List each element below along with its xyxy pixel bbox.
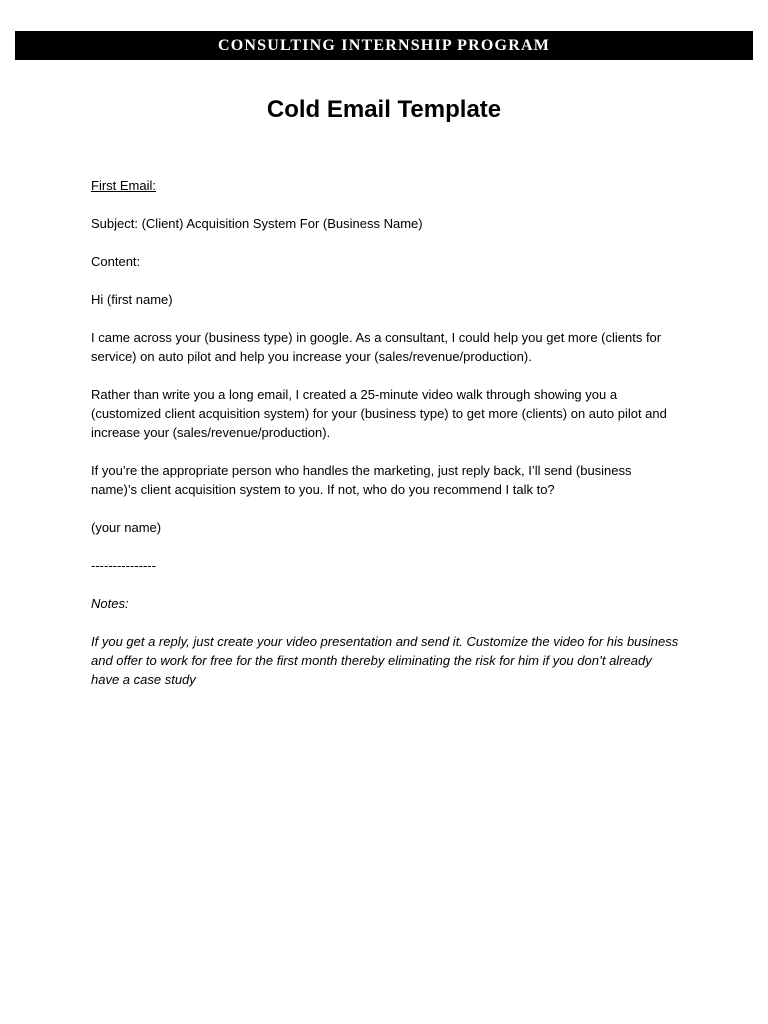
document-title: Cold Email Template: [266, 96, 502, 123]
program-title: CONSULTING INTERNSHIP PROGRAM: [217, 36, 551, 54]
paragraph-closing: If you’re the appropriate person who handles the marketing, just reply back, I’ll send (business name)’s client acquisition system to you. If not, who do you recommend I talk to?: [91, 463, 632, 497]
program-header-bar: [15, 31, 753, 60]
greeting: Hi (first name): [91, 292, 173, 307]
section-heading: First Email:: [91, 178, 156, 193]
signature: (your name): [91, 520, 162, 535]
document-body: [91, 176, 681, 708]
divider-line: ---------------: [91, 558, 156, 573]
paragraph-video: Rather than write you a long email, I created a 25-minute video walk through showing you a (customized client acquisition system) for your (business type) to get more (clients) on auto pilot and increase your (sales/revenue/production).: [91, 387, 667, 440]
content-label: Content:: [91, 254, 141, 269]
subject-line: Subject: (Client) Acquisition System For (Business Name): [91, 216, 423, 231]
paragraph-intro: I came across your (business type) in google. As a consultant, I could help you get more (clients for service) on auto pilot and help you increase your (sales/revenue/production).: [91, 330, 662, 364]
notes-text: If you get a reply, just create your video presentation and send it. Customize the video for his business and offer to work for free for the first month thereby eliminating the risk for him if you don’t already have a case study: [91, 634, 679, 687]
notes-label: Notes:: [91, 596, 129, 611]
